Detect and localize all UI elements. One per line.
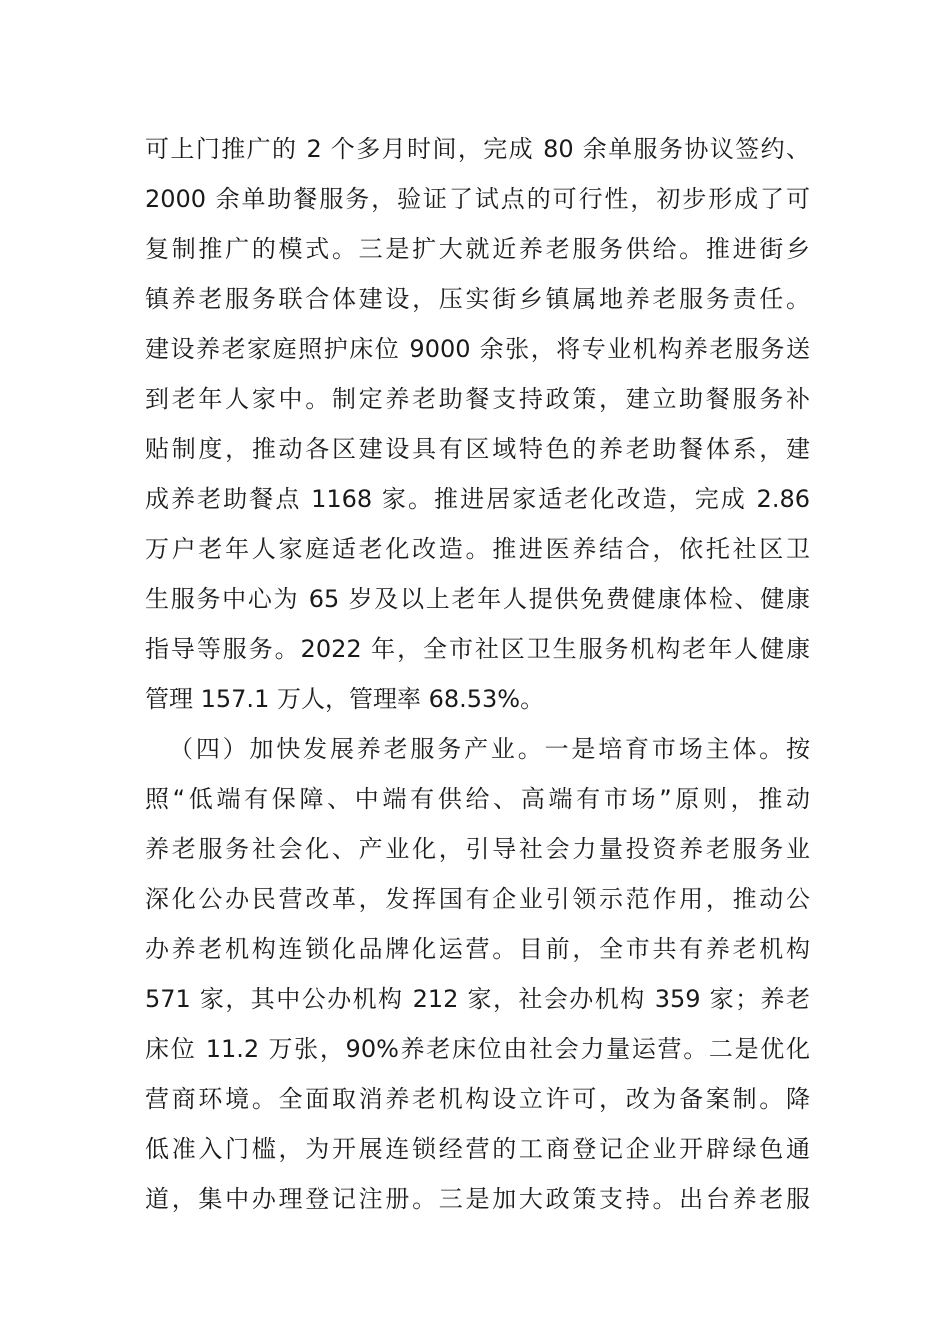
text-line: 低准入门槛，为开展连锁经营的工商登记企业开辟绿色通 (145, 1135, 810, 1163)
body-text (145, 124, 810, 1224)
text-line: 办养老机构连锁化品牌化运营。目前，全市共有养老机构 (145, 935, 810, 963)
text-line: 管理 157.1 万人，管理率 68.53%。 (145, 685, 545, 713)
text-line: 571 家，其中公办机构 212 家，社会办机构 359 家；养老 (145, 985, 810, 1013)
text-line: 营商环境。全面取消养老机构设立许可，改为备案制。降 (145, 1085, 810, 1113)
text-line: 复制推广的模式。三是扩大就近养老服务供给。推进街乡 (145, 235, 810, 263)
text-line: 生服务中心为 65 岁及以上老年人提供免费健康体检、健康 (145, 585, 810, 613)
section-heading-line: （四）加快发展养老服务产业。一是培育市场主体。按 (169, 735, 810, 763)
text-line: 道，集中办理登记注册。三是加大政策支持。出台养老服 (145, 1185, 810, 1213)
text-line: 镇养老服务联合体建设，压实街乡镇属地养老服务责任。 (145, 285, 810, 313)
text-line: 成养老助餐点 1168 家。推进居家适老化改造，完成 2.86 (145, 485, 810, 513)
text-line: 万户老年人家庭适老化改造。推进医养结合，依托社区卫 (145, 535, 810, 563)
text-line: 建设养老家庭照护床位 9000 余张，将专业机构养老服务送 (145, 335, 810, 363)
text-line: 养老服务社会化、产业化，引导社会力量投资养老服务业 (145, 835, 810, 863)
text-line: 床位 11.2 万张，90%养老床位由社会力量运营。二是优化 (145, 1035, 810, 1063)
text-line: 到老年人家中。制定养老助餐支持政策，建立助餐服务补 (145, 385, 810, 413)
text-line: 照“低端有保障、中端有供给、高端有市场”原则，推动 (145, 785, 810, 813)
text-line: 可上门推广的 2 个多月时间，完成 80 余单服务协议签约、 (145, 135, 810, 163)
text-line: 深化公办民营改革，发挥国有企业引领示范作用，推动公 (145, 885, 810, 913)
text-line: 贴制度，推动各区建设具有区域特色的养老助餐体系，建 (145, 435, 810, 463)
text-line: 2000 余单助餐服务，验证了试点的可行性，初步形成了可 (145, 185, 810, 213)
text-line: 指导等服务。2022 年，全市社区卫生服务机构老年人健康 (145, 635, 810, 663)
